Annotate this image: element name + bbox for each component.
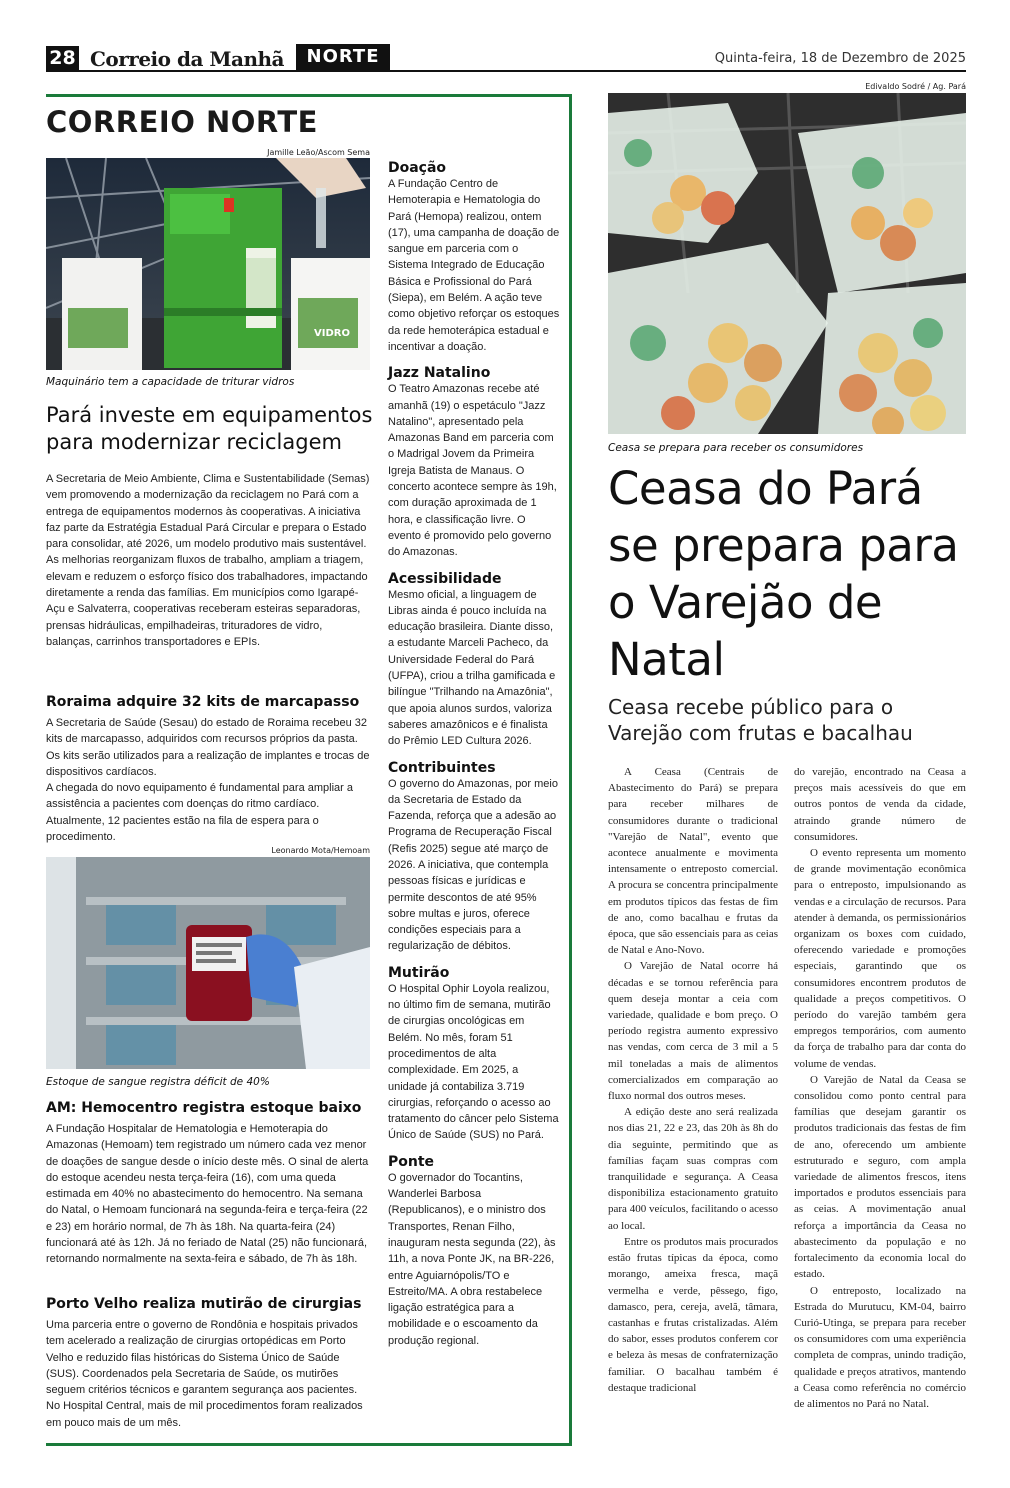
sidebar-body: O Hospital Ophir Loyola realizou, no último fim de semana, mutirão de cirurgias oncológicas em Belém. No mês, foram 51 procedimentos de alta complexidade. Em 2025, a unidade já contabiliza 3.719 cirurgias, reforçando o acesso ao tratamento do câncer pelo Sistema Único de Saúde (SUS) no Pará. — [388, 982, 559, 1142]
photo-caption: Ceasa se prepara para receber os consumidores — [608, 442, 864, 454]
blood-bag-photo — [46, 857, 370, 1069]
sidebar-body: A Fundação Centro de Hemoterapia e Hematologia do Pará (Hemopa) realizou, ontem (17), uma campanha de doação de sangue em parceria com o Sistema Integrado de Educação Básica e Profissional do Pará (Siepa), em Belém. A ação teve como objetivo reforçar os estoques da rede hemoterápica estadual e incentivar a doação. — [388, 178, 560, 353]
sidebar-body: O Teatro Amazonas recebe até amanhã (19) o espetáculo "Jazz Natalino", apresentado pela Amazonas Band em parceria com o Madrigal Jovem da Primeira Igreja Batista de Manaus. O concerto acontece sempre às 19h, com duração aproximada de 1 hora, e classificação livre. O evento é promovido pelo governo do Amazonas. — [388, 383, 557, 559]
photo-caption: Maquinário tem a capacidade de triturar vidros — [46, 376, 295, 388]
photo-credit: Leonardo Mota/Hemoam — [271, 846, 370, 855]
article-column-2: do varejão, encontrado na Ceasa a preços mais acessíveis do que em outros pontos de venda da cidade, atraindo grande número de consumidores. O evento representa um momento de grande movimentação econômica para o entreposto, impulsionando as vendas e a circulação de recursos. Para atender à demanda, os permissionários organizam os boxes com cuidado, oferecendo variedade e promoções especiais, garantindo que os consumidores encontrem produtos de qualidade a preços competitivos. O período do varejão também gera empregos temporários, com aumento da força de trabalho para dar conta do volume de vendas. O Varejão de Natal da Ceasa se consolidou como ponto central para famílias que desejam garantir os produtos tradicionais das festas de fim de ano, oferecendo um ambiente estruturado e seguro, com ampla variedade de alimentos frescos, itens importados e produtos essenciais para as ceias. A movimentação anual reforça a importância da Ceasa no abastecimento da população e no fortalecimento da economia local do estado. O entreposto, localizado na Estrada do Murutucu, KM-04, bairro Curió-Utinga, se prepara para receber os consumidores com uma experiência completa de compras, unindo tradição, qualidade e preços atrativos, mantendo a Ceasa como referência no comércio de alimentos no Pará no Natal. — [794, 766, 966, 1410]
story-headline: Pará investe em equipamentos para modernizar reciclagem — [46, 403, 373, 454]
vidro-label: VIDRO — [314, 328, 350, 339]
sidebar-title: Contribuintes — [388, 759, 496, 776]
page-number: 28 — [46, 46, 79, 70]
section-label: NORTE — [296, 44, 390, 70]
sidebar-title: Ponte — [388, 1153, 435, 1170]
story-body: Uma parceria entre o governo de Rondônia e hospitais privados tem acelerado a realização de cirurgias ortopédicas em Porto Velho e reduzido filas históricas do Sistema Único de Saúde (SUS). Coordenados pela Secretaria de Saúde, os mutirões seguem critérios técnicos e garantem segurança aos pacientes. No Hospital Central, mais de mil procedimentos foram realizados em pouco mais de um mês. — [46, 1319, 363, 1429]
fruit-crates-photo — [608, 93, 966, 434]
article-column-1: A Ceasa (Centrais de Abastecimento do Pará) se prepara para receber milhares de consumidores durante o tradicional "Varejão de Natal", evento que acontece anualmente e movimenta intensamente o entreposto comercial. A procura se concentra principalmente em produtos típicos das festas de fim de ano, como bacalhau e frutas da época, que são essenciais para as ceias de Natal e Ano-Novo. O Varejão de Natal ocorre há décadas e se tornou referência para quem deseja montar a ceia com variedade, qualidade e bom preço. O período registra aumento expressivo nas vendas, com cerca de 3 mil a 5 mil toneladas a mais de alimentos comercializados em comparação ao fluxo normal dos outros meses. A edição deste ano será realizada nos dias 21, 22 e 23, das 20h às 8h do dia seguinte, permitindo que as famílias façam suas compras com tranquilidade e segurança. A Ceasa disponibiliza estacionamento gratuito para 400 veículos, facilitando o acesso ao local. Entre os produtos mais procurados estão frutas típicas da época, como morango, ameixa fresca, maçã vermelha e verde, pêssego, figo, damasco, pera, cereja, avelã, tâmara, castanhas e frutas cristalizadas. Além do sabor, esses produtos conferem cor e beleza às mesas de confraternização familiar. O bacalhau também é destaque tradicional — [608, 766, 778, 1394]
main-headline: Ceasa do Pará se prepara para o Varejão de Natal — [608, 462, 959, 686]
sidebar-title: Mutirão — [388, 964, 450, 981]
issue-date: Quinta-feira, 18 de Dezembro de 2025 — [714, 51, 966, 66]
sidebar-item — [388, 760, 560, 955]
photo-credit: Edivaldo Sodré / Ag. Pará — [865, 82, 966, 91]
sidebar-item — [388, 965, 560, 1144]
story-headline: AM: Hemocentro registra estoque baixo — [46, 1100, 362, 1116]
sidebar-body: Mesmo oficial, a linguagem de Libras ainda é pouco incluída na educação brasileira. Diante disso, a estudante Marceli Pacheco, da Universidade Federal do Pará (UFPA), criou a trilha gamificada e bilíngue "Trilhando na Amazônia", que apoia alunos surdos, valoriza saberes amazônicos e é finalista do Prêmio LED Cultura 2026. — [388, 588, 556, 748]
photo-caption: Estoque de sangue registra déficit de 40% — [46, 1076, 270, 1088]
sidebar-title: Jazz Natalino — [388, 365, 491, 382]
photo-credit: Jamille Leão/Ascom Sema — [267, 148, 370, 157]
sidebar-item — [388, 160, 560, 355]
story-headline: Porto Velho realiza mutirão de cirurgias — [46, 1296, 362, 1312]
sidebar-item — [388, 1154, 560, 1349]
correio-norte-title: CORREIO NORTE — [46, 105, 318, 139]
story-body: A Secretaria de Meio Ambiente, Clima e Sustentabilidade (Semas) vem promovendo a modernização da reciclagem no Pará com a entrega de equipamentos modernos às cooperativas. A iniciativa faz parte da Estratégia Estadual Pará Circular e prepara o Estado para consolidar, até 2026, um modelo produtivo mais sustentável. As melhorias reorganizam fluxos de trabalho, ampliam a triagem, elevam e reduzem o esforço físico dos trabalhadores, impactando diretamente a renda das famílias. Em municípios como Igarapé-Açu e Salvaterra, cooperativas receberam esteiras separadoras, prensas hidráulicas, empilhadeiras, trituradores de vidro, balanças, carrinhos transportadores e EPIs. — [46, 473, 370, 648]
sidebar-title: Doação — [388, 160, 447, 176]
story-headline: Roraima adquire 32 kits de marcapasso — [46, 694, 360, 710]
sidebar-body: O governo do Amazonas, por meio da Secretaria de Estado da Fazenda, reforça que a adesão ao Programa de Recuperação Fiscal (Refis 2025) segue até março de 2026. A iniciativa, que contempla pessoas físicas e jurídicas e permite descontos de até 95% sobre multas e juros, oferece condições especiais para a regularização de débitos. — [388, 777, 558, 953]
sidebar-item — [388, 571, 560, 750]
news-sidebar — [388, 156, 560, 1359]
recycling-machine-photo — [46, 158, 370, 370]
article-deck: Ceasa recebe público para o Varejão com frutas e bacalhau — [608, 695, 913, 745]
newspaper-name: Correio da Manhã — [90, 47, 285, 71]
sidebar-item — [388, 365, 560, 560]
sidebar-body: O governador do Tocantins, Wanderlei Barbosa (Republicanos), e o ministro dos Transportes, Renan Filho, inauguram nesta segunda (22), às 11h, a nova Ponte JK, na BR-226, entre Aguiarnópolis/TO e Estreito/MA. A obra restabelece ligação estratégica para a mobilidade e o escoamento da produção regional. — [388, 1171, 556, 1347]
sidebar-title: Acessibilidade — [388, 570, 502, 587]
story-body: A Fundação Hospitalar de Hematologia e Hemoterapia do Amazonas (Hemoam) tem registrado um número cada vez menor de doações de sangue desde o início deste mês. O sinal de alerta do estoque acendeu nesta terça-feira (16), com uma queda estimada em 40% no abastecimento do hemocentro. Na semana do Natal, o Hemoam funcionará na segunda-feira e terça-feira (22 e 23) em horário normal, de 7h às 18h. Na quarta-feira (24) funcionará até às 12h. Já no feriado de Natal (25) não funcionará, retornando normalmente na sexta-feira e sábado, de 7h às 18h. — [46, 1123, 369, 1266]
story-body: A Secretaria de Saúde (Sesau) do estado de Roraima recebeu 32 kits de marcapasso, adquiridos com recursos próprios da pasta. Os kits serão utilizados para a realização de implantes e trocas de dispositivos cardíacos. A chegada do novo equipamento é fundamental para ampliar a assistência a pacientes com doenças do ritmo cardíaco. Atualmente, 12 pacientes estão na fila de espera para o procedimento. — [46, 717, 370, 844]
page-header — [46, 44, 966, 72]
